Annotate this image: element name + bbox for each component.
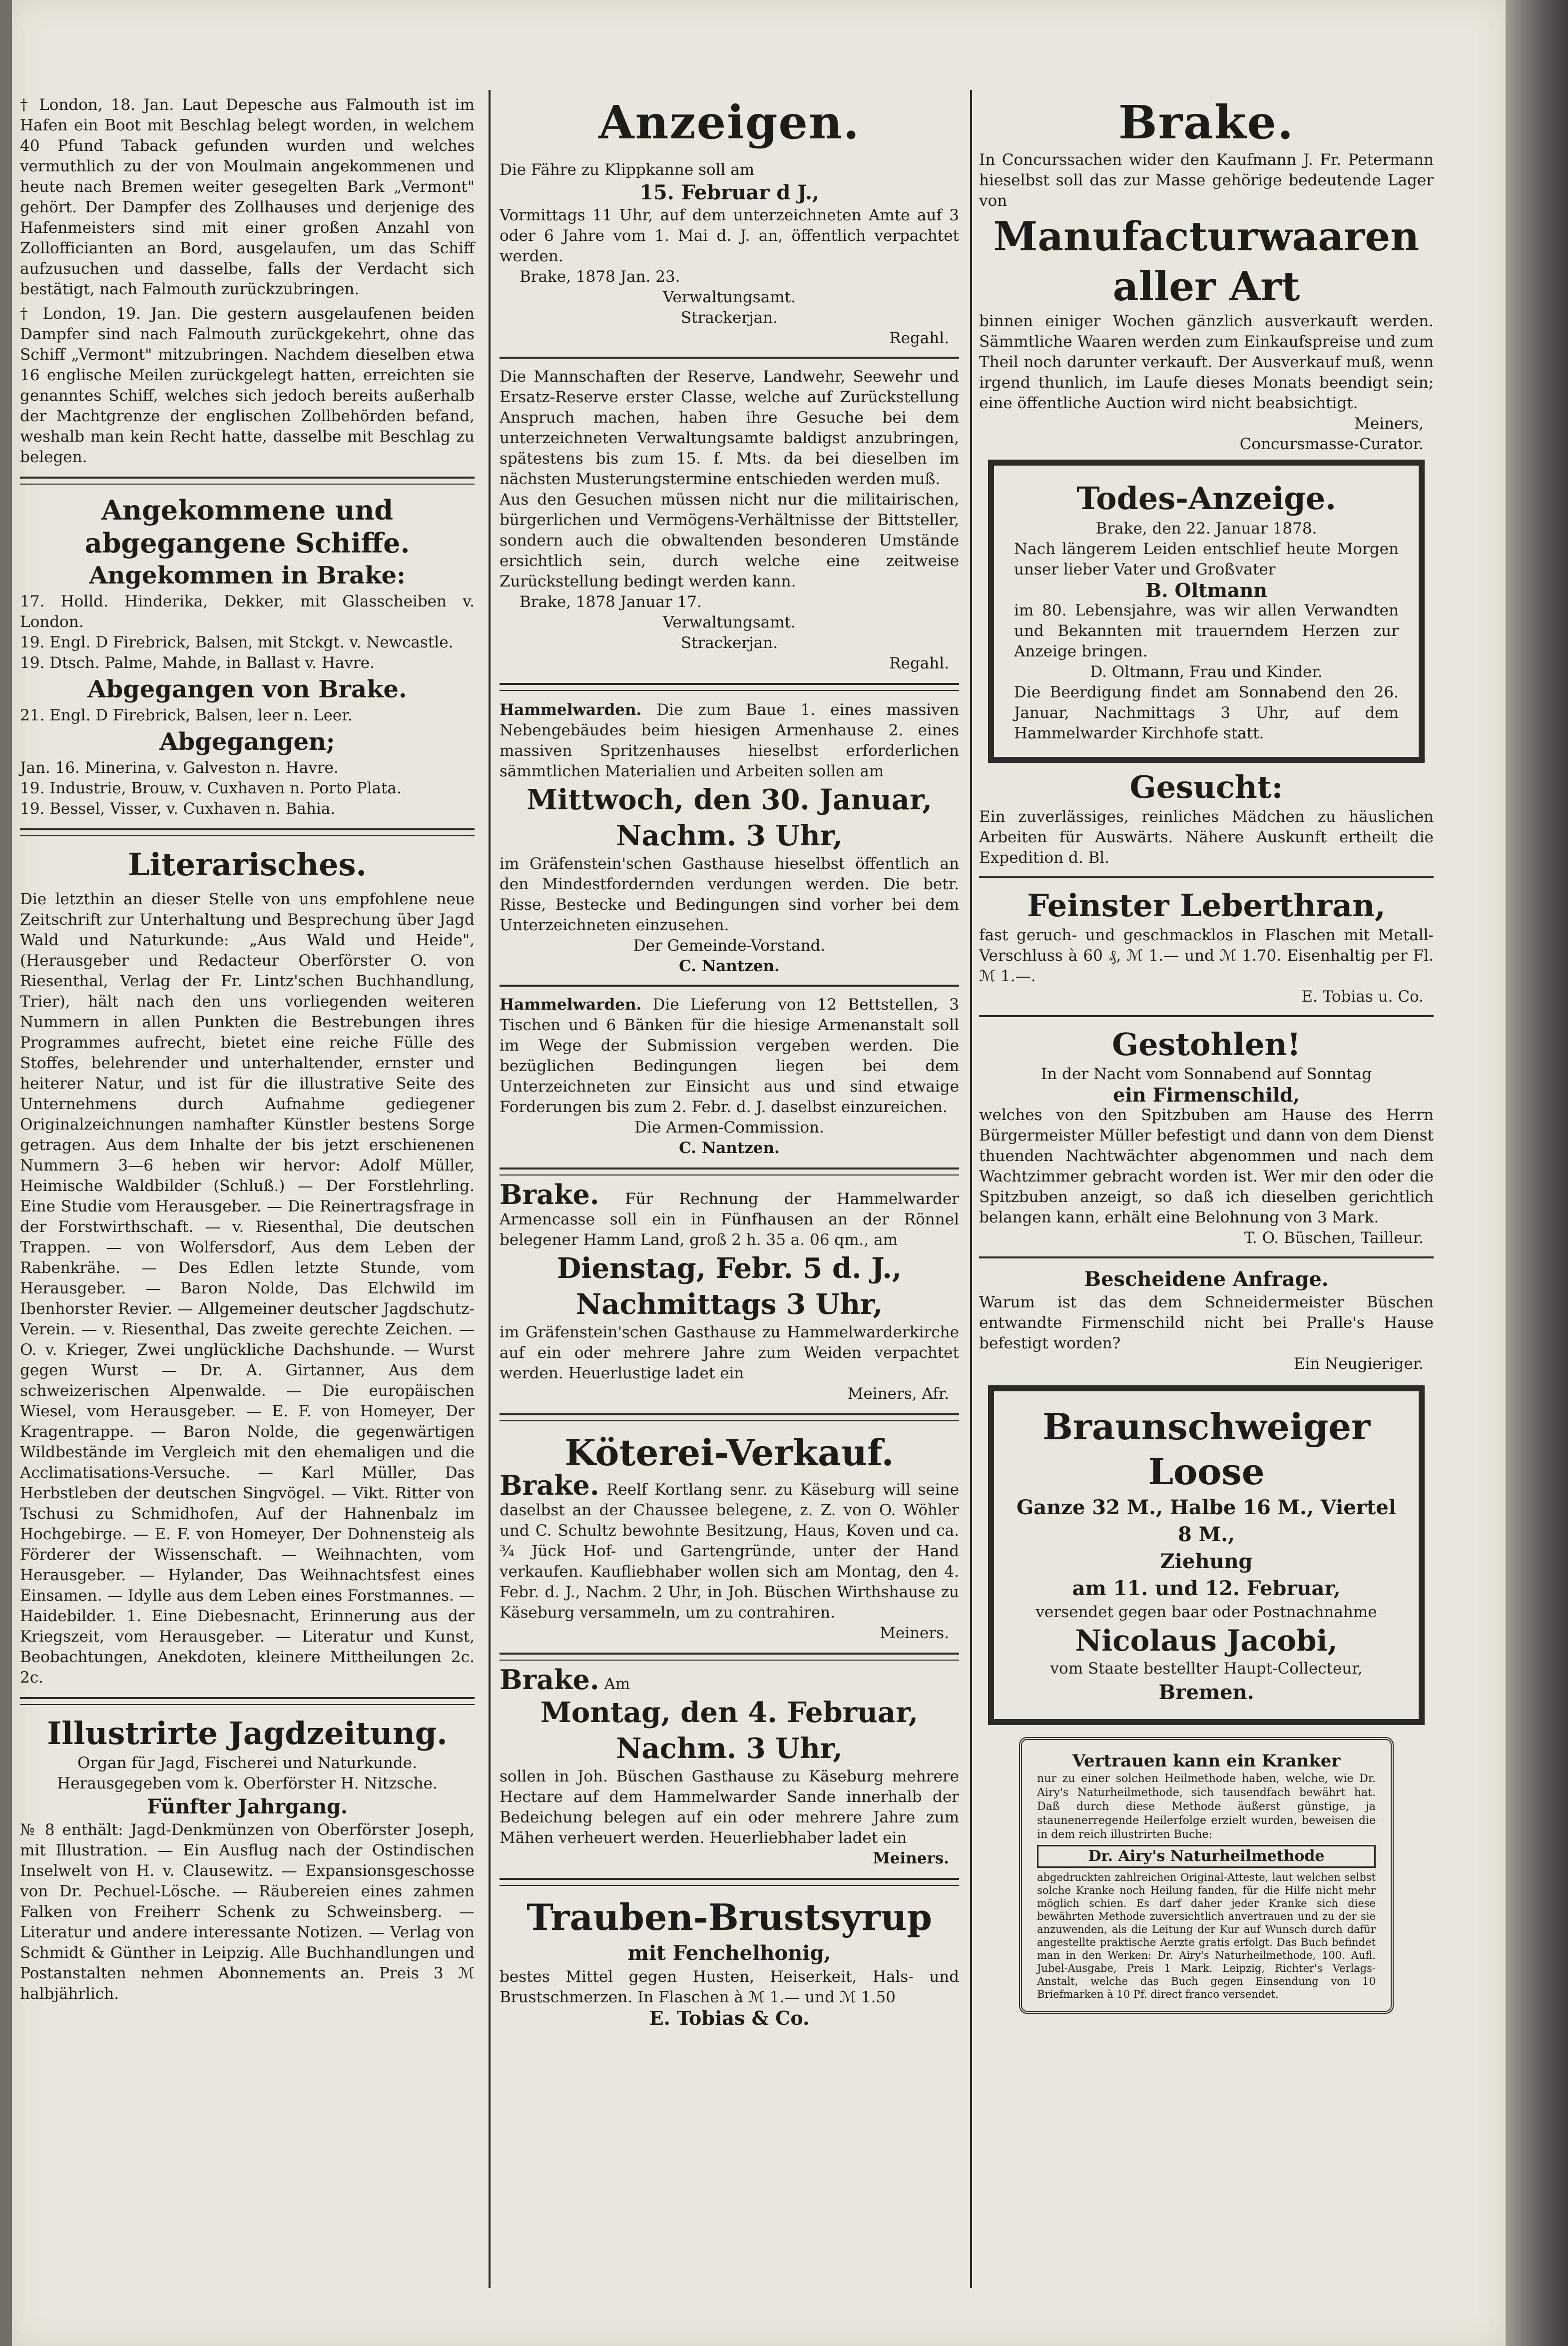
concurs-name: Meiners, — [1354, 415, 1424, 433]
ferry-name: Strackerjan. — [680, 309, 778, 327]
divider — [979, 876, 1434, 878]
death-family: D. Oltmann, Frau und Kinder. — [1090, 663, 1323, 681]
column-1 — [20, 95, 475, 2004]
concurs-role: Concursmasse-Curator. — [1239, 435, 1424, 453]
brake-2-time: Nachm. 3 Uhr, — [616, 1732, 843, 1765]
lottery-dates: am 11. und 12. Februar, — [1072, 1577, 1341, 1600]
airy-head: Vertrauen kann ein Kranker — [1072, 1751, 1341, 1771]
leberthran-text: fast geruch- und geschmacklos in Flaschen mit Metall-Verschluss à 60 ₰, ℳ 1.— und ℳ 1.70. Eisenhaltig per Fl. ℳ 1.—. — [979, 926, 1434, 985]
hammelwarden-2-lead: Hammelwarden. — [500, 996, 642, 1014]
divider — [500, 1168, 959, 1175]
divider — [500, 1413, 959, 1421]
ads-title: Anzeigen. — [598, 95, 860, 149]
brake-2-date: Montag, den 4. Februar, — [540, 1696, 919, 1729]
syrup-text: bestes Mittel gegen Husten, Heiserkeit, Hals- und Brustschmerzen. In Flaschen à ℳ 1.— und ℳ 1.50 — [500, 1968, 959, 2006]
gesucht-text: Ein zuverlässiges, reinliches Mädchen zu häuslichen Arbeiten für Auswärts. Nähere Auskunft ertheilt die Expedition d. Bl. — [979, 808, 1434, 867]
stolen-text-2: welches von den Spitzbuben am Hause des Herrn Bürgermeister Müller befestigt und dann von dem Dienst thuenden Nachtwächter abgenommen und nach dem Wachtzimmer gebracht worden ist. Wer mir den oder die Spitzbuben anzeigt, so daß ich dieselben gerichtlich belangen kann, erhält eine Belohnung von 3 Mark. — [979, 1106, 1434, 1226]
brake-1-text: Für Rechnung der Hammelwarder Armencasse soll ein in Fünfhausen an der Rönnel belegener Hamm Land, groß 2 h. 35 a. 06 qm., am — [500, 1190, 959, 1249]
hammelwarden-1-time: Nachm. 3 Uhr, — [616, 819, 843, 852]
ferry-place: Brake, 1878 Jan. 23. — [520, 268, 680, 286]
brake-2-signature: Meiners. — [873, 1849, 949, 1867]
hammelwarden-2-signature: C. Nantzen. — [679, 1139, 780, 1157]
leberthran-title: Feinster Leberthran, — [1027, 887, 1386, 924]
jagd-year: Fünfter Jahrgang. — [147, 1795, 348, 1818]
lottery-title-1: Braunschweiger — [1042, 1405, 1371, 1448]
stolen-signature: T. O. Büschen, Tailleur. — [1244, 1229, 1424, 1247]
ferry-text-2: Vormittags 11 Uhr, auf dem unterzeichneten Amte auf 3 oder 6 Jahre vom 1. Mai d. J. an, öffentlich verpachtet werden. — [500, 206, 959, 265]
brake-1-lead: Brake. — [500, 1178, 599, 1210]
divider — [500, 1653, 959, 1661]
brake-2-am: Am — [604, 1675, 630, 1693]
koeterei-lead: Brake. — [500, 1469, 599, 1501]
arrived-title: Angekommen in Brake: — [89, 562, 406, 589]
concurs-text-2: binnen einiger Wochen gänzlich ausverkauft werden. Sämmtliche Waaren werden zum Einkaufspreise und zum Theil noch darunter verkauft. Der Ausverkauf muß, wenn irgend thunlich, im Laufe dieses Monats beendigt sein; eine öffentliche Auction wird nicht beabsichtigt. — [979, 312, 1434, 412]
stolen-title: Gestohlen! — [1112, 1026, 1301, 1063]
column-2 — [500, 95, 959, 2028]
ships-title: Angekommene und abgegangene Schiffe. — [84, 494, 410, 559]
hammelwarden-2-text: Die Lieferung von 12 Bettstellen, 3 Tischen und 6 Bänken für die hiesige Armenanstalt soll im Wege der Submission vergeben werden. Die bezüglichen Bedingungen liegen bei dem Unterzeichneten zur Einsicht aus und sind etwaige Forderungen bis zum 2. Febr. d. J. daselbst einzureichen. — [500, 996, 960, 1116]
divider — [20, 828, 475, 836]
lottery-title-2: Loose — [1148, 1450, 1265, 1493]
brake-1-date: Dienstag, Febr. 5 d. J., — [556, 1252, 902, 1285]
gesucht-title: Gesucht: — [1129, 769, 1283, 805]
reserve-signature: Regahl. — [889, 654, 949, 672]
divider — [500, 683, 959, 691]
koeterei-signature: Meiners. — [880, 1624, 949, 1642]
departed-brake-title: Abgegangen von Brake. — [87, 675, 407, 703]
jagd-subtitle: Organ für Jagd, Fischerei und Naturkunde. Herausgegeben vom k. Oberförster H. Nitzsche. — [57, 1754, 438, 1792]
leberthran-signature: E. Tobias u. Co. — [1301, 988, 1424, 1006]
ferry-date: 15. Februar d J., — [639, 181, 819, 204]
question-text: Warum ist das dem Schneidermeister Büschen entwandte Firmenschild nicht bei Pralle's Hause befestigt worden? — [979, 1293, 1434, 1352]
divider — [979, 1015, 1434, 1017]
airy-text: nur zu einer solchen Heilmethode haben, welche, wie Dr. Airy's Naturheilmethode, sich tausendfach bewährt hat. Daß durch diese Methode äußerst günstige, ja staunenerregende Heilerfolge erzielt wurden, beweisen die in dem reich illustrirten Buche: — [1037, 1772, 1376, 1841]
syrup-signature: E. Tobias & Co. — [649, 2007, 810, 2029]
column-rule-1 — [489, 90, 491, 2288]
brake-2-lead: Brake. — [500, 1664, 599, 1696]
question-title: Bescheidene Anfrage. — [1084, 1267, 1329, 1291]
lottery-draw: Ziehung — [1160, 1550, 1253, 1573]
book-binding — [1506, 0, 1568, 2346]
stolen-text: In der Nacht vom Sonnabend auf Sonntag — [1041, 1065, 1372, 1083]
brake-2-text: sollen in Joh. Büschen Gasthause zu Käseburg mehrere Hectare auf dem Hammelwarder Sande innerhalb der Bedeichung belegen auf ein oder mehrere Jahre zum Mähen verheuert werden. Heuerliebhaber ladet ein — [500, 1767, 959, 1847]
death-notice — [988, 460, 1425, 763]
brake-title: Brake. — [1118, 95, 1295, 149]
jagd-text: № 8 enthält: Jagd-Denkmünzen von Oberförster Joseph, mit Illustration. — Ein Ausflug nach der Ostindischen Inselwelt von H. v. Clausewitz. — Expansionsgeschosse von Dr. Pechuel-Lösche. — Räubereien eines zahmen Falken von Freiherr Schenk zu Schweinsberg. — Literatur und andere interessante Notizen. — Verlag von Schmidt & Günther in Leipzig. Alle Buchhandlungen und Postanstalten nehmen Abonnements an. Preis 3 ℳ halbjährlich. — [20, 1821, 475, 2003]
jagd-title: Illustrirte Jagdzeitung. — [47, 1715, 448, 1752]
departed-3: 19. Bessel, Visser, v. Cuxhaven n. Bahia. — [20, 800, 336, 818]
column-3 — [979, 95, 1434, 2026]
news-london-2: † London, 19. Jan. Die gestern ausgelaufenen beiden Dampfer sind nach Falmouth zurückgekehrt, ohne das Schiff „Vermont" mitzubringen. Nachdem dieselben etwa 16 englische Meilen zurückgelegt hatten, erreichten sie genanntes Schiff, welches sich jedoch bereits außerhalb der Machtgrenze der englischen Zollbehörden befand, weshalb man kein Recht hatte, dasselbe mit Beschlag zu belegen. — [20, 305, 475, 466]
lottery-prices: Ganze 32 M., Halbe 16 M., Viertel 8 M., — [1017, 1496, 1396, 1546]
lottery-ad — [988, 1385, 1425, 1725]
death-place: Brake, den 22. Januar 1878. — [1095, 520, 1317, 538]
concurs-text: In Concurssachen wider den Kaufmann J. Fr. Petermann hieselbst soll das zur Masse gehörige bedeutende Lager von — [979, 151, 1434, 210]
question-signature: Ein Neugieriger. — [1293, 1355, 1424, 1373]
koeterei-title: Köterei-Verkauf. — [564, 1431, 894, 1474]
literary-text: Die letzthin an dieser Stelle von uns empfohlene neue Zeitschrift zur Unterhaltung und Besprechung über Jagd Wald und Naturkunde: „Aus Wald und Heide", (Herausgeber und Redacteur Oberförster O. von Riesenthal, Verlag der Fr. Lintz'schen Buchhandlung, Trier), hält nach den uns vorliegenden weiteren Nummern in allen Punkten die Bestrebungen ihres Programmes aufrecht, bietet eine reiche Fülle des Stoffes, belehrender und unterhaltender, ernster und heiterer Natur, und ist für die illustrative Seite des Unternehmens durch Aufnahme gediegener Originalzeichnungen namhafter Künstler bestens Sorge getragen. Aus dem Inhalte der bis jetzt erschienenen Nummern 3—6 heben wir hervor: Adolf Müller, Heimische Waldbilder (Schluß.) — Der Forstlehrling. Eine Studie vom Herausgeber. — Die Reinertragsfrage in der Forstwirthschaft. — v. Riesenthal, Die deutschen Trappen. — von Wolfersdorf, Aus dem Leben der Rabenkrähe. — Des Edlen letzte Stunde, vom Herausgeber. — Baron Nolde, Das Elchwild im Ibenhorster Revier. — Allgemeiner deutscher Jagdschutz-Verein. — v. Riesenthal, Das zweite gerechte Zeichen. — O. v. Krieger, Zwei unglückliche Dachshunde. — Wurst gegen Wurst — Dr. A. Girtanner, Aus dem schweizerischen Alpenwalde. — Die europäischen Wiesel, vom Herausgeber. — E. F. von Homeyer, Der Kragentrappe. — Baron Nolde, die gegenwärtigen Wildbestände im Vergleich mit den ehemaligen und die Acclimatisations-Versuche. — Karl Müller, Das Herbstleben der deutschen Singvögel. — Vikt. Ritter von Tschusi zu Schmidhofen, Auf der Hahnenbalz im Hochgebirge. — E. F. von Homeyer, Der Dohnensteig als Förderer der Wissenschaft. — Weihnachten, vom Herausgeber. — Hylander, Das Weihnachtsfest eines Einsamen. — Idylle aus dem Leben eines Forstmannes. — Haidebilder. 1. Eine Diebesnacht, Erinnerung aus der Kriegszeit, vom Herausgeber. — Literatur und Kunst, Beobachtungen, Anekdoten, kleinere Mittheilungen 2c. 2c. — [20, 890, 475, 1687]
divider — [979, 1256, 1434, 1258]
ferry-office: Verwaltungsamt. — [663, 288, 796, 306]
divider — [20, 1697, 475, 1705]
death-text-3: Die Beerdigung findet am Sonnabend den 26. Januar, Nachmittags 3 Uhr, auf dem Hammelwarder Kirchhofe statt. — [1014, 683, 1399, 742]
divider — [20, 477, 475, 485]
lottery-city: Bremen. — [1158, 1681, 1254, 1704]
hammelwarden-1-office: Der Gemeinde-Vorstand. — [633, 937, 826, 955]
arrived-1: 17. Holld. Hinderika, Dekker, mit Glasscheiben v. London. — [20, 592, 475, 631]
death-text: Nach längerem Leiden entschlief heute Morgen unser lieber Vater und Großvater — [1014, 540, 1399, 579]
hammelwarden-1-date: Mittwoch, den 30. Januar, — [526, 783, 932, 816]
brake-1-signature: Meiners, Afr. — [847, 1385, 949, 1403]
stolen-item: ein Firmenschild, — [1113, 1084, 1300, 1106]
arrived-3: 19. Dtsch. Palme, Mahde, in Ballast v. Havre. — [20, 654, 375, 672]
hammelwarden-1-text: Die zum Baue 1. eines massiven Nebengebäudes beim hiesigen Armenhause 2. eines massiven Spritzenhauses hieselbst erforderlichen sämmtlichen Materialien und Arbeiten sollen am — [500, 701, 959, 780]
departed-title: Abgegangen; — [159, 728, 335, 756]
syrup-title: Trauben-Brustsyrup — [526, 1896, 932, 1938]
hammelwarden-1-text-2: im Gräfenstein'schen Gasthause hieselbst öffentlich an den Mindestfordernden verdungen werden. Die betr. Risse, Bestecke und Bedingungen sind vorher bei dem Unterzeichneten einzusehen. — [500, 855, 959, 934]
news-london-1: † London, 18. Jan. Laut Depesche aus Falmouth ist im Hafen ein Boot mit Beschlag belegt worden, in welchem 40 Pfund Taback gefunden wurden und welches vermuthlich zu der von Moulmain angekommenen und heute nach Bremen weiter gesegelten Bark „Vermont" gehört. Der Dampfer des Zollhauses und derjenige des Hafenmeisters sind mit einer großen Anzahl von Zollofficianten an Bord, ausgelaufen, um das Schiff aufzusuchen und dasselbe, falls der Verdacht sich bestätigt, nach Falmouth zurückzubringen. — [20, 96, 475, 298]
departed-2: 19. Industrie, Brouw, v. Cuxhaven n. Porto Plata. — [20, 779, 402, 797]
reserve-office: Verwaltungsamt. — [663, 613, 796, 631]
arrived-2: 19. Engl. D Firebrick, Balsen, mit Stckgt. v. Newcastle. — [20, 633, 454, 651]
divider — [500, 1878, 959, 1886]
death-text-2: im 80. Lebensjahre, was wir allen Verwandten und Bekannten mit trauerndem Herzen zur Anzeige bringen. — [1014, 601, 1399, 660]
reserve-place: Brake, 1878 Januar 17. — [520, 593, 702, 611]
hammelwarden-2-office: Die Armen-Commission. — [634, 1119, 824, 1137]
brake-1-time: Nachmittags 3 Uhr, — [576, 1288, 883, 1321]
syrup-subtitle: mit Fenchelhonig, — [627, 1941, 831, 1965]
reserve-text: Die Mannschaften der Reserve, Landwehr, Seewehr und Ersatz-Reserve erster Classe, welche auf Zurückstellung Anspruch machen, haben ihre Gesuche bei dem unterzeichneten Verwaltungsamte baldigst anzubringen, spätestens bis zum 15. f. Mts. da bei dieselben im nächsten Musterungstermine entschieden werden muß. — [500, 368, 959, 488]
airy-text-2: abgedruckten zahlreichen Original-Atteste, laut welchen selbst solche Kranke noch Heilung fanden, für die Hilfe nicht mehr möglich schien. Es darf daher jeder Kranke sich diese bewährten Methode zuversichtlich anvertrauen und zu der sie anzuwenden, als die Leitung der Kur auf Wunsch durch dafür angestellte praktische Aerzte gratis erfolgt. Das Buch befindet man in den Werken: Dr. Airy's Naturheilmethode, 100. Aufl. Jubel-Ausgabe, Preis 1 Mark. Leipzig, Richter's Verlags-Anstalt, welche das Buch gegen Einsendung von 10 Briefmarken à 10 Pf. direct franco versendet. — [1037, 1871, 1376, 2000]
ferry-signature: Regahl. — [889, 329, 949, 347]
airy-ad — [1019, 1737, 1394, 2014]
koeterei-text: Reelf Kortlang senr. zu Käseburg will seine daselbst an der Chaussee belegene, z. Z. von O. Wöhler und C. Schultz bewohnte Besitzung, Haus, Koven und ca. ¾ Jück Hof- und Gartengründe, unter der Hand verkaufen. Kaufliebhaber wollen sich am Montag, den 4. Febr. d. J., Nachm. 2 Uhr, in Joh. Büschen Wirthshause zu Käseburg versammeln, um zu contrahiren. — [500, 1481, 959, 1622]
airy-title: Dr. Airy's Naturheilmethode — [1037, 1845, 1376, 1868]
ferry-text: Die Fähre zu Klippkanne soll am — [500, 161, 755, 179]
divider — [500, 357, 959, 359]
lottery-text: versendet gegen baar oder Postnachnahme — [1036, 1603, 1377, 1621]
brake-1-text-2: im Gräfenstein'schen Gasthause zu Hammelwarderkirche auf ein oder mehrere Jahre zum Weiden verpachtet werden. Heuerlustige ladet ein — [500, 1323, 959, 1382]
manufactur-title: Manufacturwaaren aller Art — [993, 213, 1420, 310]
departed-1: Jan. 16. Minerina, v. Galveston n. Havre. — [20, 759, 339, 777]
death-title: Todes-Anzeige. — [1076, 480, 1336, 517]
reserve-name: Strackerjan. — [680, 634, 778, 652]
reserve-text-2: Aus den Gesuchen müssen nicht nur die militairischen, bürgerlichen und Vermögens-Verhältnisse der Bittsteller, sondern auch die obwaltenden besonderen Umstände ersichtlich sein, durch welche eine zeitweise Zurückstellung bedingt werden kann. — [500, 491, 959, 590]
lottery-name: Nicolaus Jacobi, — [1075, 1624, 1338, 1658]
hammelwarden-1-lead: Hammelwarden. — [500, 701, 642, 719]
literary-title: Literarisches. — [128, 846, 367, 883]
departed-brake-1: 21. Engl. D Firebrick, Balsen, leer n. Leer. — [20, 706, 353, 724]
hammelwarden-1-signature: C. Nantzen. — [679, 957, 780, 975]
column-rule-2 — [970, 90, 972, 2288]
divider — [500, 985, 959, 987]
death-name: B. Oltmann — [1145, 579, 1267, 601]
lottery-role: vom Staate bestellter Haupt-Collecteur, — [1050, 1660, 1363, 1678]
